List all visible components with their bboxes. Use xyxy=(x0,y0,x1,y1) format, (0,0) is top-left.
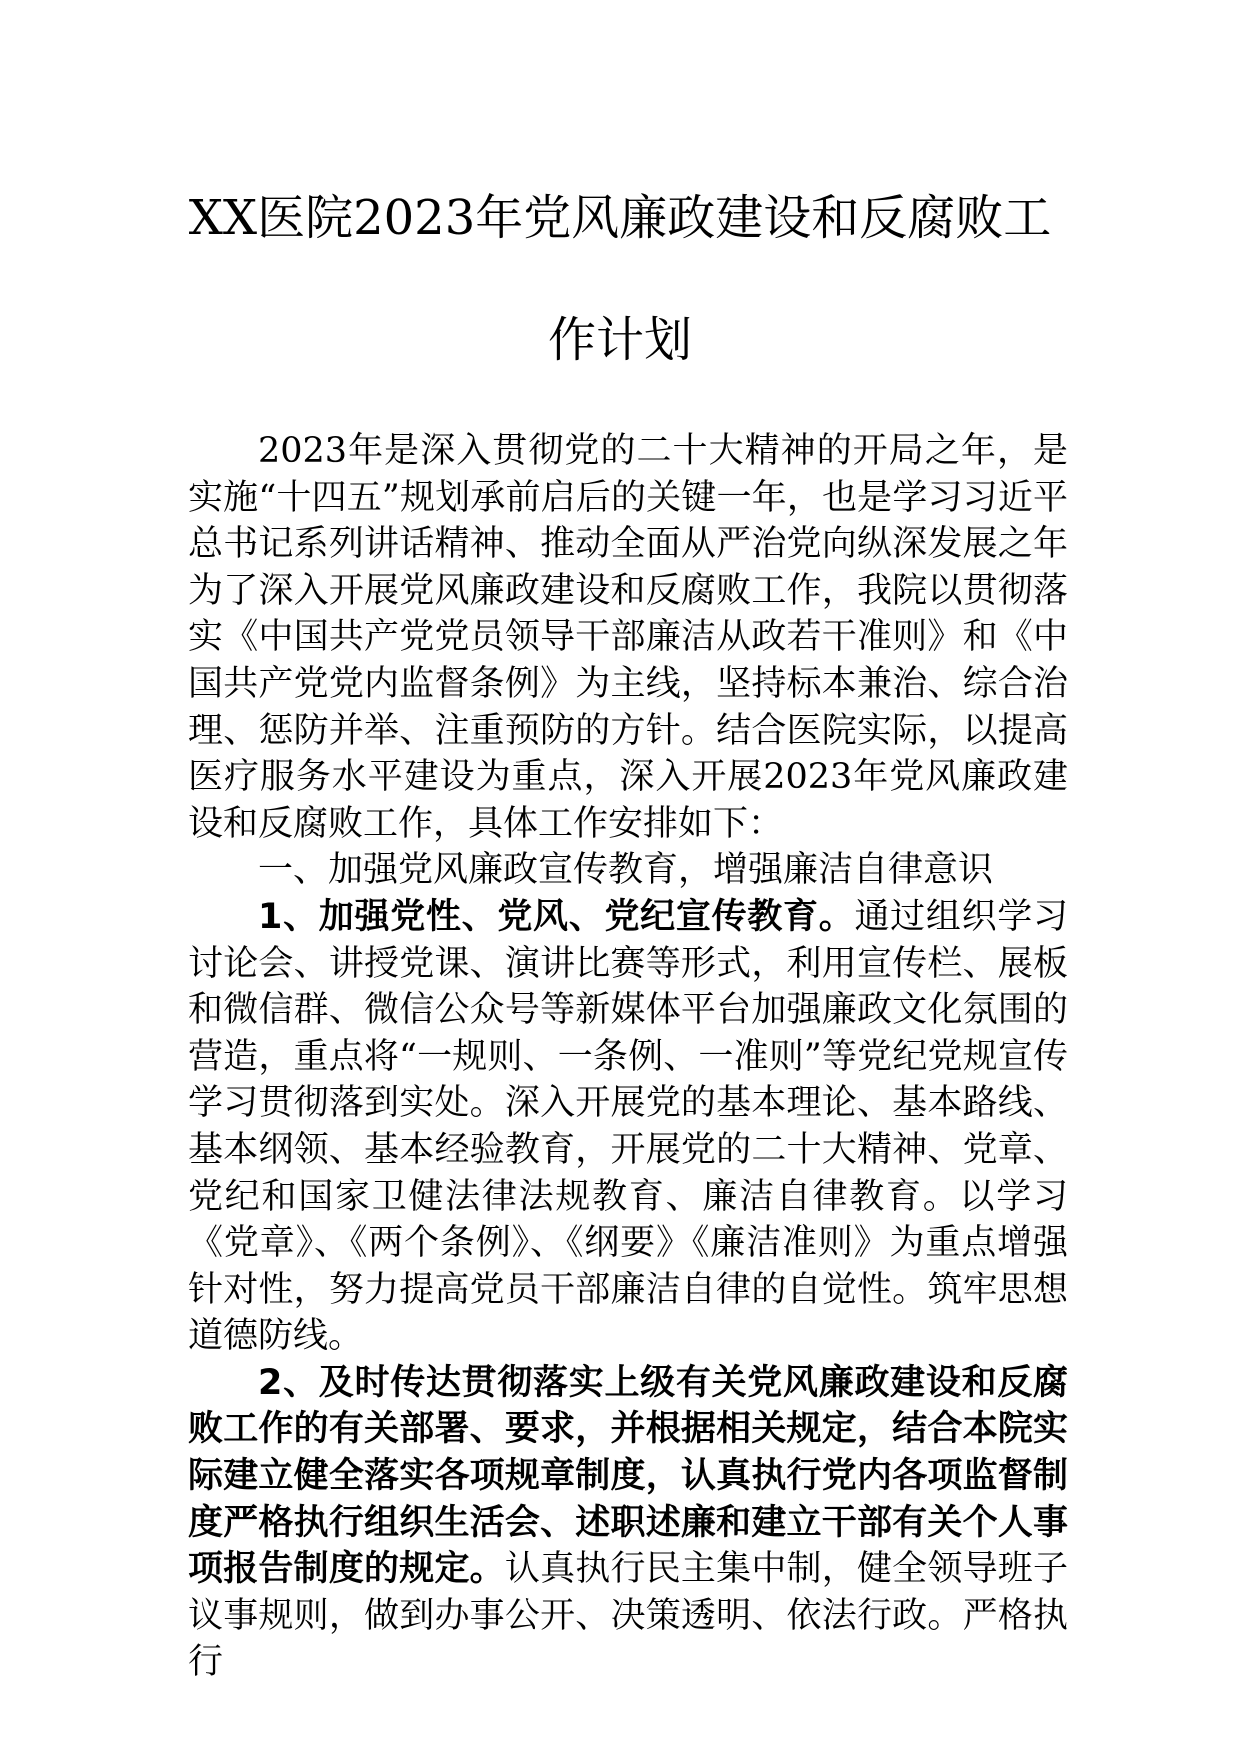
item-2-paragraph xyxy=(188,1360,1068,1686)
item-2-bold-lead: 2、及时传达贯彻落实上级有关党风廉政建设和反腐败工作的有关部署、要求，并根据相关规定，结合本院实际建立健全落实各项规章制度，认真执行党内各项监督制度严格执行组织生活会、述职述廉和建立干部有关个人事项报告制度的规定。 xyxy=(188,1362,1068,1590)
item-1-bold-lead: 1、加强党性、党风、党纪宣传教育。 xyxy=(258,896,855,937)
document-title-line-1: XX医院2023年党风廉政建设和反腐败工 xyxy=(188,190,1052,246)
document-title-line-2: 作计划 xyxy=(547,312,692,368)
item-1-text: 通过组织学习讨论会、讲授党课、演讲比赛等形式，利用宣传栏、展板和微信群、微信公众号等新媒体平台加强廉政文化氛围的营造，重点将“一规则、一条例、一准则”等党纪党规宣传学习贯彻落到实处。深入开展党的基本理论、基本路线、基本纲领、基本经验教育，开展党的二十大精神、党章、党纪和国家卫健法律法规教育、廉洁自律教育。以学习《党章》、《两个条例》、《纲要》《廉洁准则》为重点增强针对性，努力提高党员干部廉洁自律的自觉性。筑牢思想道德防线。 xyxy=(188,896,1068,1357)
section-heading-1: 一、加强党风廉政宣传教育，增强廉洁自律意识 xyxy=(258,850,994,891)
intro-paragraph: 2023年是深入贯彻党的二十大精神的开局之年，是实施“十四五”规划承前启后的关键一年，也是学习习近平总书记系列讲话精神、推动全面从严治党向纵深发展之年为了深入开展党风廉政建设和反腐败工作，我院以贯彻落实《中国共产党党员领导干部廉洁从政若干准则》和《中国共产党党内监督条例》为主线，坚持标本兼治、综合治理、惩防并举、注重预防的方针。结合医院实际，以提高医疗服务水平建设为重点，深入开展2023年党风廉政建设和反腐败工作，具体工作安排如下： xyxy=(188,431,1068,844)
item-2-text: 认真执行民主集中制，健全领导班子议事规则，做到办事公开、决策透明、依法行政。严格执行 xyxy=(188,1549,1068,1683)
item-1-paragraph xyxy=(188,894,1068,1360)
document-body xyxy=(188,428,1068,1686)
